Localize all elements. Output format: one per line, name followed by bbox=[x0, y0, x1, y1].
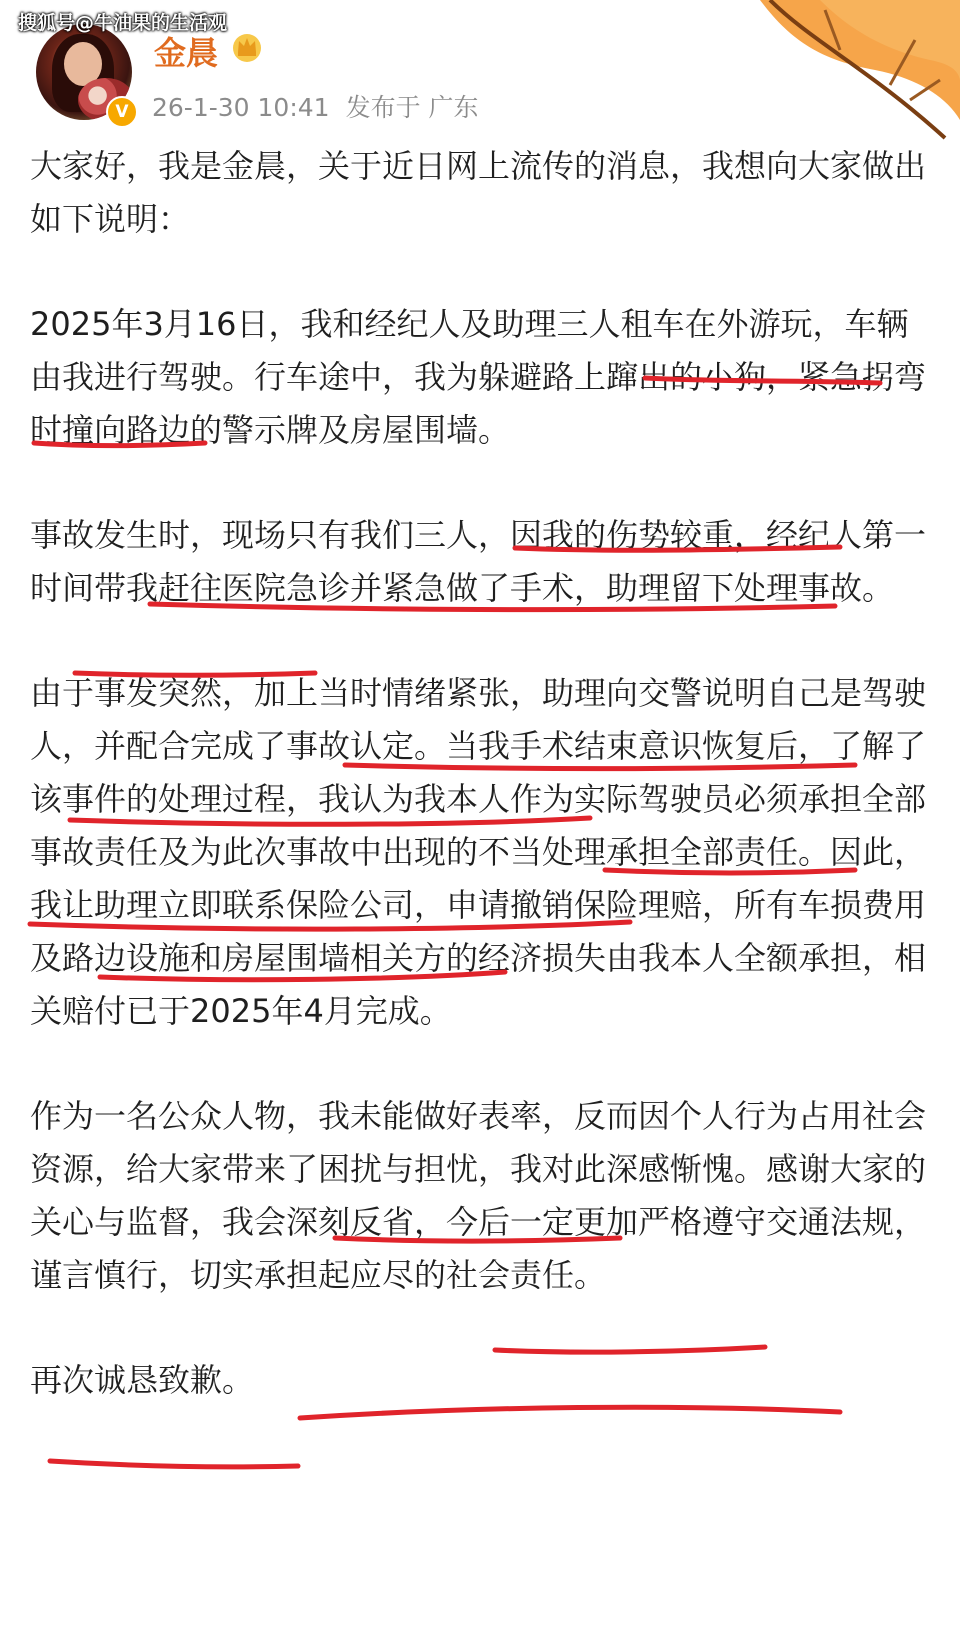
underline-14 bbox=[50, 1461, 298, 1467]
paragraph-2: 2025年3月16日，我和经纪人及助理三人租车在外游玩，车辆由我进行驾驶。行车途中，我为躲避路上蹿出的小狗，紧急拐弯时撞向路边的警示牌及房屋围墙。 bbox=[30, 305, 927, 449]
post-header bbox=[36, 24, 596, 124]
post-body bbox=[30, 140, 930, 1407]
paragraph-6: 再次诚恳致歉。 bbox=[30, 1361, 255, 1399]
author-name[interactable]: 金晨 bbox=[154, 34, 219, 72]
paragraph-4: 由于事发突然，加上当时情绪紧张，助理向交警说明自己是驾驶人，并配合完成了事故认定。当我手术结束意识恢复后，了解了该事件的处理过程，我认为我本人作为实际驾驶员必须承担全部事故责任及为此次事故中出现的不当处理承担全部责任。因此，我让助理立即联系保险公司，申请撤销保险理赔，所有车损费用及路边设施和房屋围墙相关方的经济损失由我本人全额承担，相关赔付已于2025年4月完成。 bbox=[30, 674, 927, 1030]
v-badge-icon: V bbox=[106, 96, 138, 128]
paragraph-5: 作为一名公众人物，我未能做好表率，反而因个人行为占用社会资源，给大家带来了困扰与担忧，我对此深感惭愧。感谢大家的关心与监督，我会深刻反省，今后一定更加严格遵守交通法规，谨言慎行，切实承担起应尽的社会责任。 bbox=[30, 1097, 927, 1294]
post-meta bbox=[152, 88, 479, 124]
underline-13 bbox=[300, 1407, 840, 1418]
crown-icon bbox=[229, 30, 265, 62]
autumn-leaf-decoration bbox=[700, 0, 960, 150]
post-timestamp: 26-1-30 10:41 bbox=[152, 93, 330, 122]
post-location: 发布于 广东 bbox=[345, 93, 479, 122]
paragraph-3: 事故发生时，现场只有我们三人，因我的伤势较重，经纪人第一时间带我赶往医院急诊并紧急做了手术，助理留下处理事故。 bbox=[30, 516, 927, 607]
paragraph-1: 大家好，我是金晨，关于近日网上流传的消息，我想向大家做出如下说明： bbox=[30, 147, 927, 238]
watermark: 搜狐号@牛油果的生活观 bbox=[18, 12, 228, 34]
